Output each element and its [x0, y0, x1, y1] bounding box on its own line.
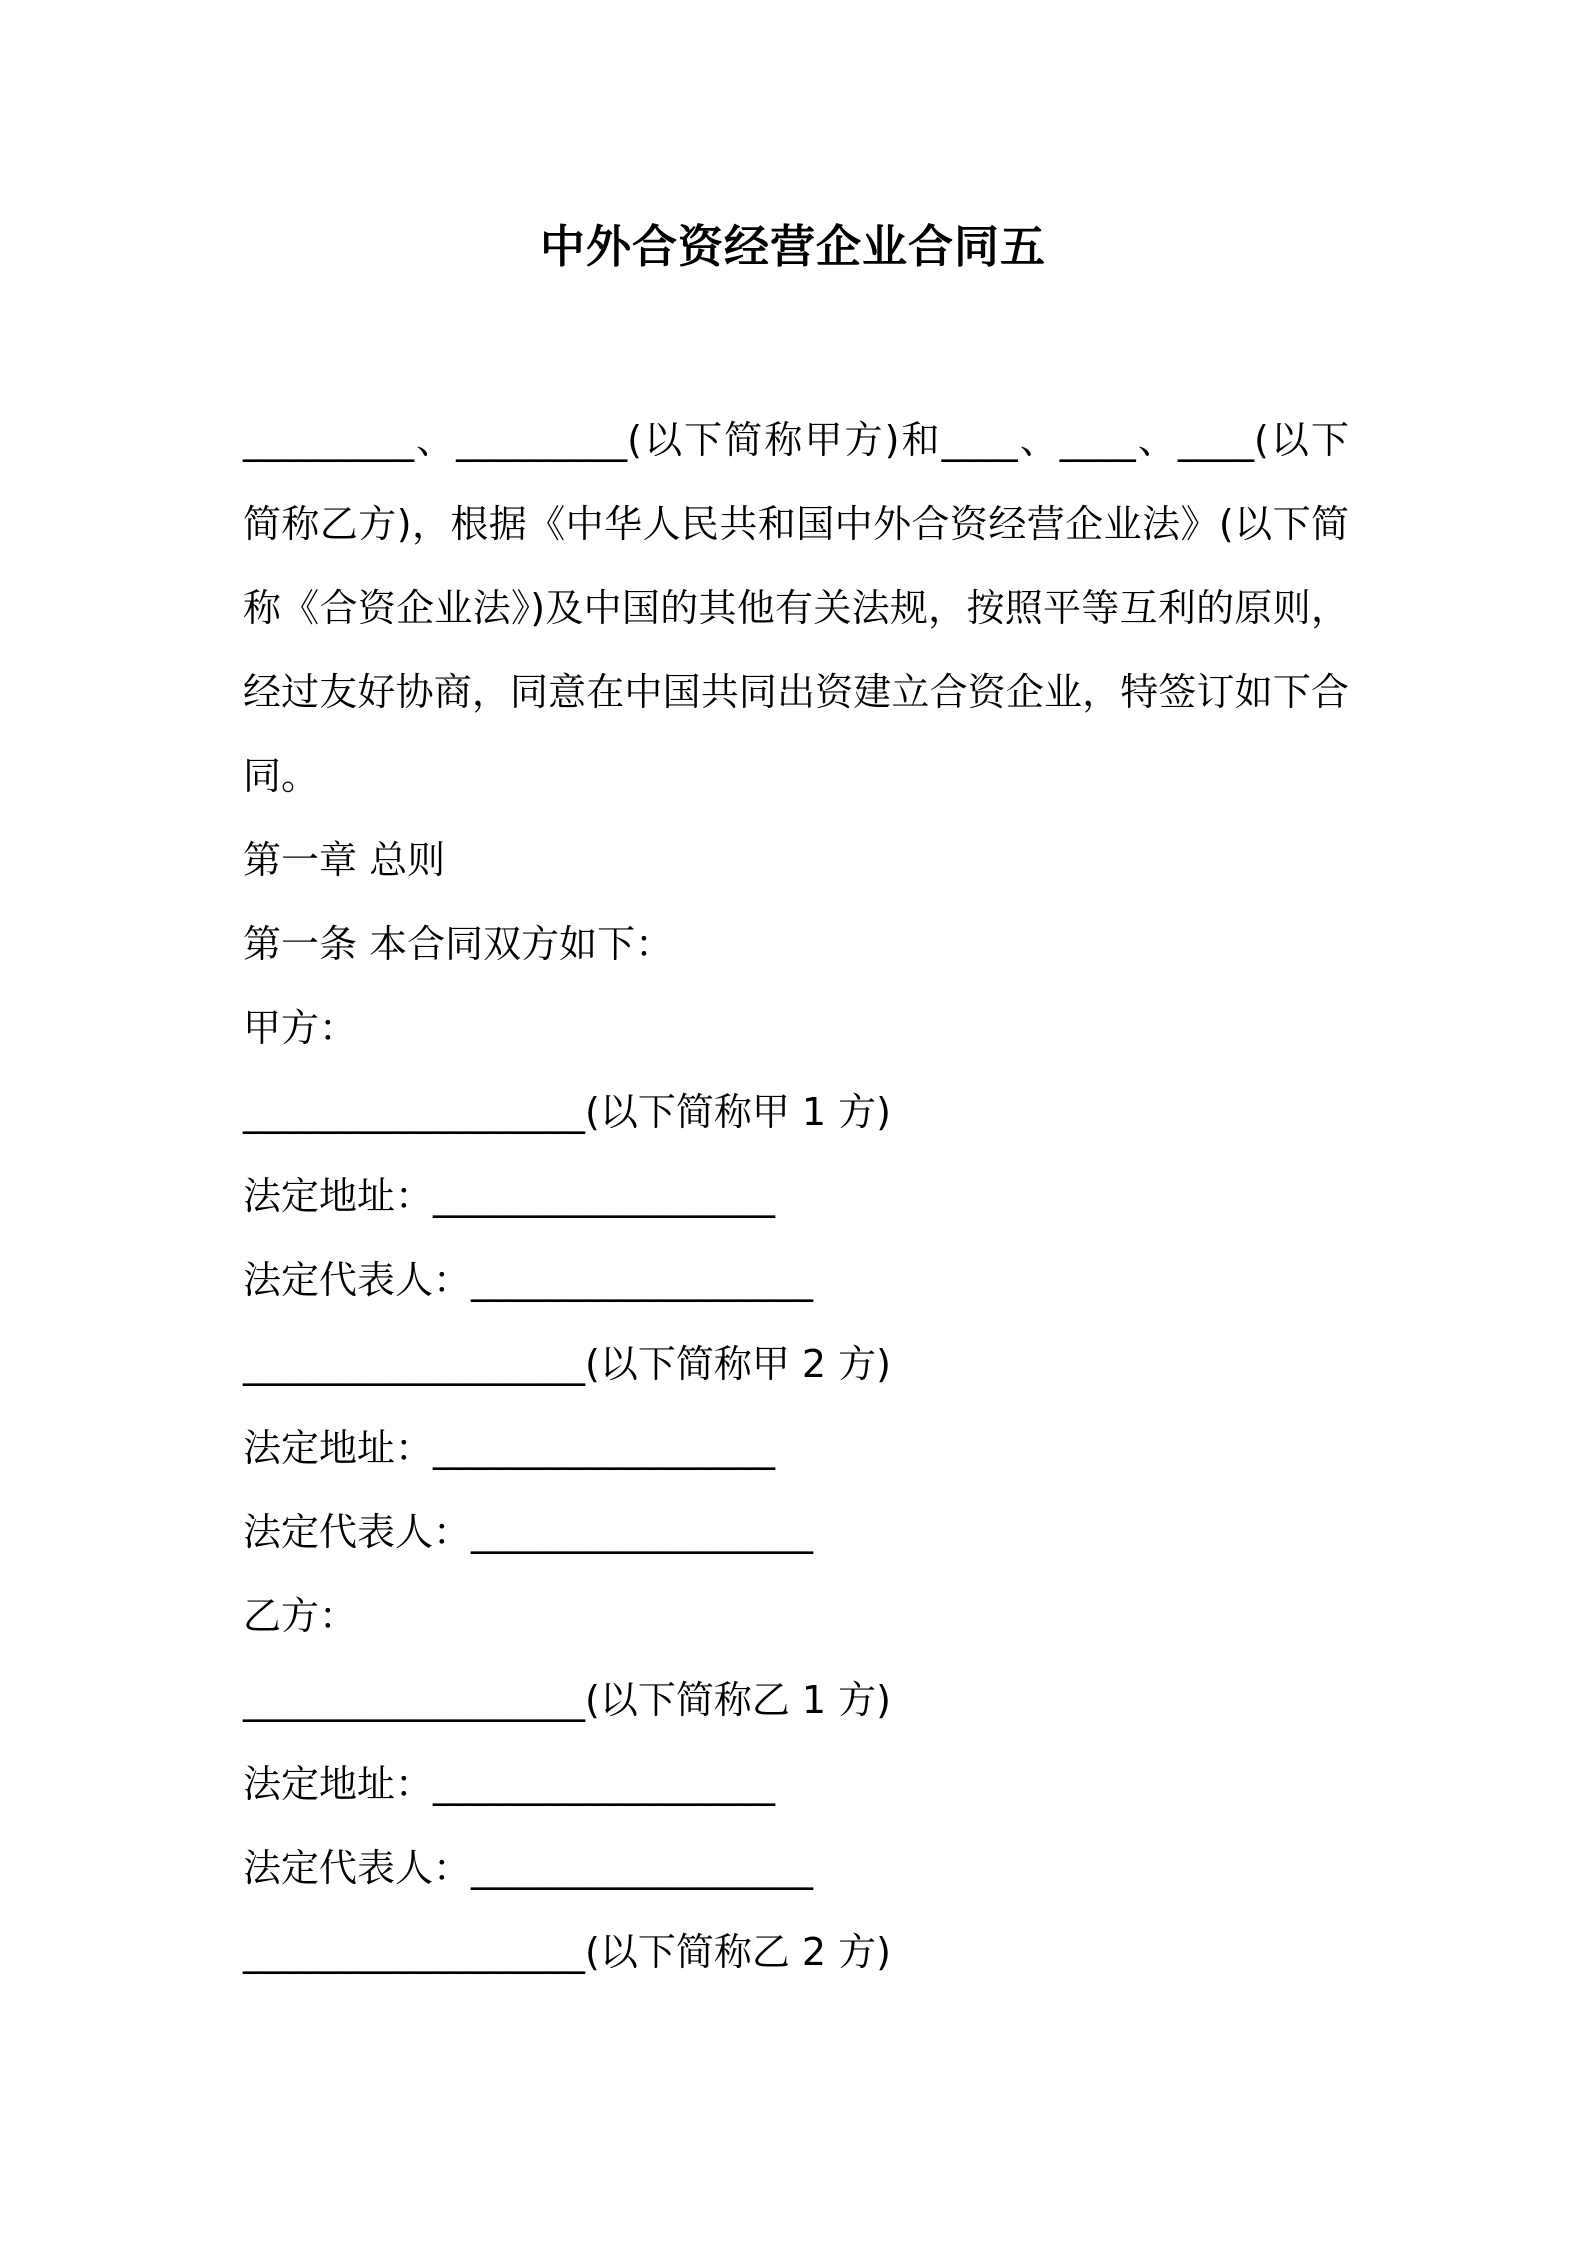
intro-paragraph: _________、_________(以下简称甲方)和____、____、____(以下简称乙方)，根据《中华人民共和国中外合资经营企业法》(以下简称《合资企业法》)及中国的其他有关法规，按照平等互利的原则，经过友好协商，同意在中国共同出资建立合资企业，特签订如下合同。: [243, 418, 1349, 798]
party-a-heading: 甲方：: [243, 1006, 358, 1050]
party-a1-address: 法定地址：__________________: [243, 1174, 776, 1218]
document-title: 中外合资经营企业合同五: [539, 220, 1046, 273]
party-b1-name: __________________(以下简称乙 1 方): [243, 1678, 891, 1722]
party-a2-address: 法定地址：__________________: [243, 1426, 776, 1470]
party-a1-name: __________________(以下简称甲 1 方): [243, 1090, 891, 1134]
chapter-heading: 第一章 总则: [243, 838, 446, 882]
party-b1-representative: 法定代表人：__________________: [243, 1846, 814, 1890]
document-body: [243, 398, 1349, 1994]
party-a2-name: __________________(以下简称甲 2 方): [243, 1342, 891, 1386]
party-b-heading: 乙方：: [243, 1594, 358, 1638]
party-a1-representative: 法定代表人：__________________: [243, 1258, 814, 1302]
party-b1-address: 法定地址：__________________: [243, 1762, 776, 1806]
article-1: 第一条 本合同双方如下：: [243, 922, 674, 966]
party-b2-name: __________________(以下简称乙 2 方): [243, 1930, 891, 1974]
party-a2-representative: 法定代表人：__________________: [243, 1510, 814, 1554]
